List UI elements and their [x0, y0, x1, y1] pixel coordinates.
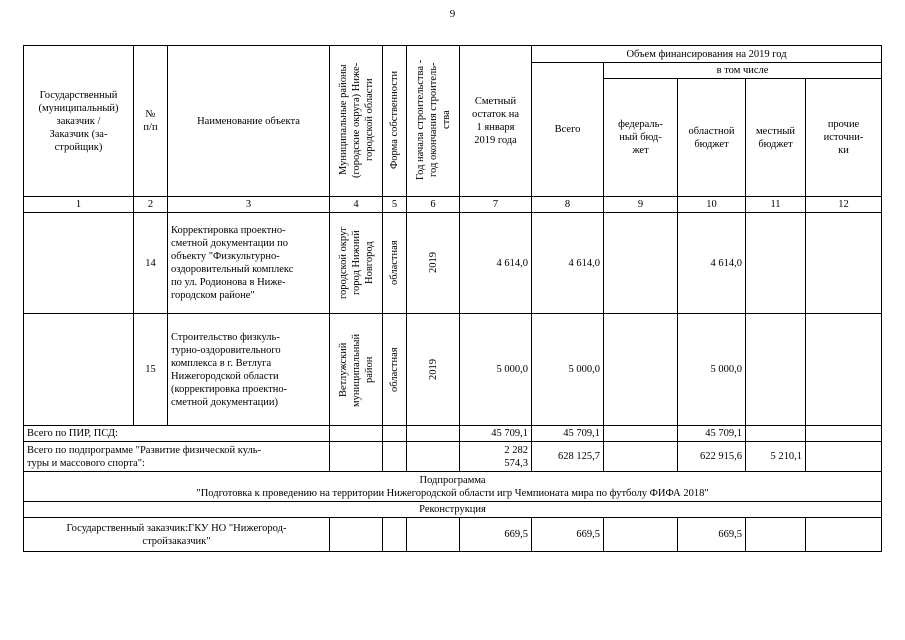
total-pir-regional: 45 709,1 — [678, 426, 746, 442]
row-years: 2019 — [427, 359, 439, 380]
header-years: Год начала строительства - год окончания строитель- ства — [414, 59, 452, 181]
row-regional: 4 614,0 — [678, 213, 746, 314]
row-remaining: 4 614,0 — [460, 213, 532, 314]
header-other: прочие источни- ки — [806, 79, 882, 197]
row-district: городской округ город Нижний Новгород — [337, 226, 375, 300]
header-funding-title: Объем финансирования на 2019 год — [532, 46, 882, 63]
row-federal — [604, 314, 678, 426]
customer-total: 669,5 — [532, 518, 604, 552]
section-title: Реконструкция — [24, 502, 882, 518]
header-row-1 — [24, 46, 882, 63]
column-numbers-row — [24, 197, 882, 213]
customer-row — [24, 518, 882, 552]
column-number: 10 — [678, 197, 746, 213]
header-total: Всего — [532, 63, 604, 197]
total-subprogram-remaining: 2 282 574,3 — [460, 442, 532, 472]
section-heading-row — [24, 502, 882, 518]
column-number: 11 — [746, 197, 806, 213]
column-number: 6 — [407, 197, 460, 213]
header-remaining: Сметный остаток на 1 января 2019 года — [460, 46, 532, 197]
row-ownership: областная — [389, 347, 400, 392]
total-subprogram-regional: 622 915,6 — [678, 442, 746, 472]
subprogram-heading-row — [24, 472, 882, 502]
column-number: 5 — [383, 197, 407, 213]
row-total: 5 000,0 — [532, 314, 604, 426]
financing-table — [23, 45, 882, 552]
column-number: 3 — [168, 197, 330, 213]
customer-remaining: 669,5 — [460, 518, 532, 552]
row-object-name: Строительство физкуль- турно-оздоровительного комплекса в г. Ветлуга Нижегородской области (корректировка проектно- сметной документации) — [168, 314, 330, 426]
total-subprogram-local: 5 210,1 — [746, 442, 806, 472]
page-number: 9 — [449, 8, 456, 20]
header-federal: федераль- ный бюд- жет — [604, 79, 678, 197]
row-ownership: областная — [389, 240, 400, 286]
total-pir-label: Всего по ПИР, ПСД: — [24, 426, 330, 442]
header-ownership: Форма собственности — [389, 70, 400, 170]
row-num: 14 — [134, 213, 168, 314]
customer-label: Государственный заказчик:ГКУ НО "Нижегород- стройзаказчик" — [24, 518, 330, 552]
total-subprogram-total: 628 125,7 — [532, 442, 604, 472]
total-subprogram-row — [24, 442, 882, 472]
header-customer: Государственный (муниципальный) заказчик / Заказчик (за- стройщик) — [24, 46, 134, 197]
row-other — [806, 213, 882, 314]
total-pir-total: 45 709,1 — [532, 426, 604, 442]
row-federal — [604, 213, 678, 314]
row-local — [746, 213, 806, 314]
total-subprogram-label: Всего по подпрограмме "Развитие физической куль- туры и массового спорта": — [24, 442, 330, 472]
column-number: 7 — [460, 197, 532, 213]
header-object-name: Наименование объекта — [168, 46, 330, 197]
row-district: Ветлужский муниципальный район — [337, 332, 375, 407]
table-row — [24, 314, 882, 426]
header-including: в том числе — [604, 63, 882, 79]
column-number: 1 — [24, 197, 134, 213]
row-local — [746, 314, 806, 426]
subprogram-name: "Подготовка к проведению на территории Нижегородской области игр Чемпионата мира по футболу ФИФА 2018" — [196, 487, 709, 499]
header-regional: областной бюджет — [678, 79, 746, 197]
row-object-name: Корректировка проектно- сметной документации по объекту "Физкультурно- оздоровительный комплекс по ул. Родионова в Ниже- городском районе" — [168, 213, 330, 314]
header-local: местный бюджет — [746, 79, 806, 197]
subprogram-title: Подпрограмма — [419, 474, 486, 486]
row-remaining: 5 000,0 — [460, 314, 532, 426]
table-row — [24, 213, 882, 314]
row-regional: 5 000,0 — [678, 314, 746, 426]
row-other — [806, 314, 882, 426]
header-districts: Муниципальные районы (городские округа) Ниже- городской области — [337, 62, 375, 178]
row-total: 4 614,0 — [532, 213, 604, 314]
column-number: 4 — [330, 197, 383, 213]
total-pir-remaining: 45 709,1 — [460, 426, 532, 442]
row-years: 2019 — [427, 252, 439, 274]
column-number: 2 — [134, 197, 168, 213]
column-number: 12 — [806, 197, 882, 213]
total-pir-row — [24, 426, 882, 442]
header-num: № п/п — [134, 46, 168, 197]
customer-regional: 669,5 — [678, 518, 746, 552]
row-num: 15 — [134, 314, 168, 426]
column-number: 8 — [532, 197, 604, 213]
column-number: 9 — [604, 197, 678, 213]
